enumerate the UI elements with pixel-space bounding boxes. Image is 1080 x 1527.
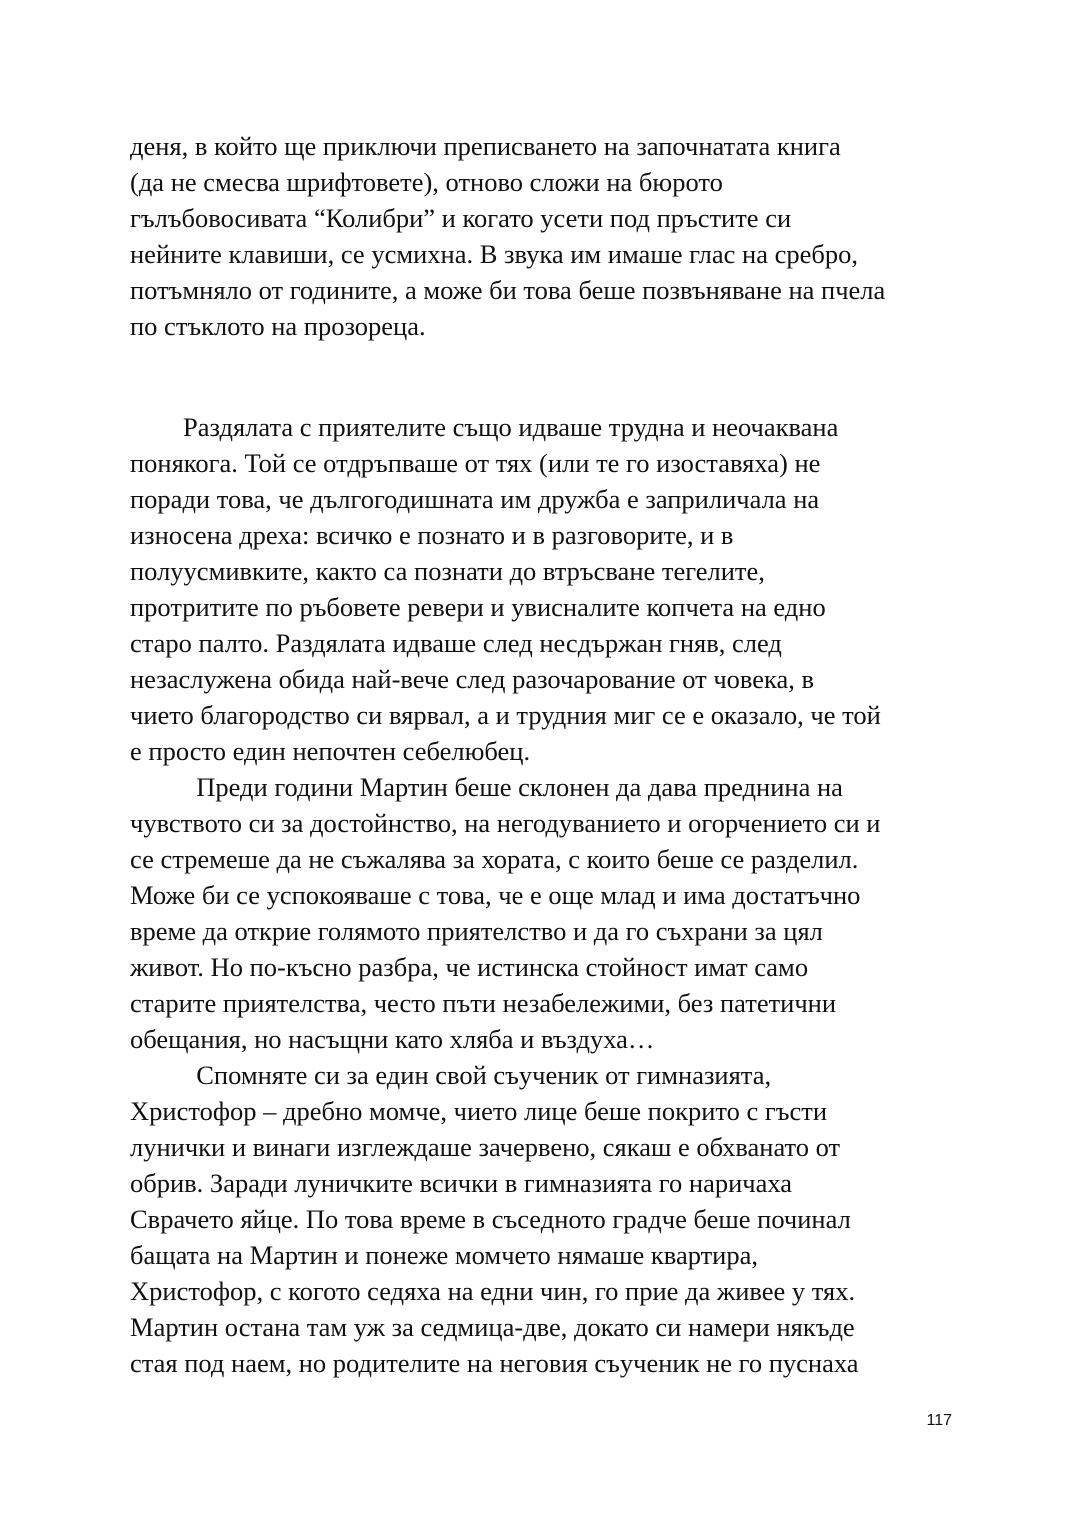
text-line: чувството си за достойнство, на негодуванието и огорчението си и xyxy=(130,808,881,838)
paragraph-section xyxy=(130,409,960,1381)
text-line: износена дреха: всичко е познато и в разговорите, и в xyxy=(130,520,734,550)
text-line: деня, в който ще приключи преписването на започнатата книга xyxy=(130,131,841,161)
text-line: Сврачето яйце. По това време в съседното градче беше починал xyxy=(130,1204,851,1234)
text-line: потъмняло от годините, а може би това беше позвъняване на пчела xyxy=(130,275,886,305)
text-line: чието благородство си вярвал, а и трудния миг се е оказало, че той xyxy=(130,700,881,730)
page-number: 117 xyxy=(926,1412,952,1429)
text-line: стая под наем, но родителите на неговия съученик не го пуснаха xyxy=(130,1348,859,1378)
text-line: гълъбовосивата “Колибри” и когато усети под пръстите си xyxy=(130,203,792,233)
text-line: нейните клавиши, се усмихна. В звука им имаше глас на сребро, xyxy=(130,239,858,269)
text-line: лунички и винаги изглеждаше зачервено, сякаш е обхванато от xyxy=(130,1132,841,1162)
text-line: Христофор, с когото седяха на едни чин, го прие да живее у тях. xyxy=(130,1276,856,1306)
text-line: поради това, че дългогодишната им дружба е заприличала на xyxy=(130,484,820,514)
text-line: протритите по ръбовете ревери и увисналите копчета на едно xyxy=(130,592,826,622)
text-line: старите приятелства, често пъти незабележими, без патетични xyxy=(130,988,837,1018)
text-line: живот. Но по-късно разбра, че истинска стойност имат само xyxy=(130,952,809,982)
text-line: бащата на Мартин и понеже момчето нямаше квартира, xyxy=(130,1240,759,1270)
paragraph-continuation xyxy=(130,128,960,344)
text-line: се стремеше да не съжалява за хората, с които беше се разделил. xyxy=(130,844,859,874)
text-line: по стъклото на прозореца. xyxy=(130,311,426,341)
text-line: Може би се успокояваше с това, че е още млад и има достатъчно xyxy=(130,880,861,910)
text-line: (да не смесва шрифтовете), отново сложи на бюрото xyxy=(130,167,723,197)
text-line: обещания, но насъщни като хляба и въздуха… xyxy=(130,1024,655,1054)
text-line: Преди години Мартин беше склонен да дава преднина на xyxy=(130,772,843,802)
text-line: понякога. Той се отдръпваше от тях (или те го изоставяха) не xyxy=(130,448,821,478)
text-line: Спомняте си за един свой съученик от гимназията, xyxy=(130,1060,772,1090)
text-line: Мартин остана там уж за седмица-две, докато си намери някъде xyxy=(130,1312,855,1342)
text-line: обрив. Заради луничките всички в гимназията го наричаха xyxy=(130,1168,793,1198)
text-line: незаслужена обида най-вече след разочарование от човека, в xyxy=(130,664,815,694)
text-line: Раздялата с приятелите също идваше трудна и неочаквана xyxy=(130,412,839,442)
text-line: време да открие голямото приятелство и да го съхрани за цял xyxy=(130,916,823,946)
text-line: е просто един непочтен себелюбец. xyxy=(130,736,531,766)
text-line: полуусмивките, както са познати до втръсване тегелите, xyxy=(130,556,765,586)
text-line: старо палто. Раздялата идваше след несдържан гняв, след xyxy=(130,628,782,658)
text-line: Христофор – дребно момче, чието лице беше покрито с гъсти xyxy=(130,1096,828,1126)
